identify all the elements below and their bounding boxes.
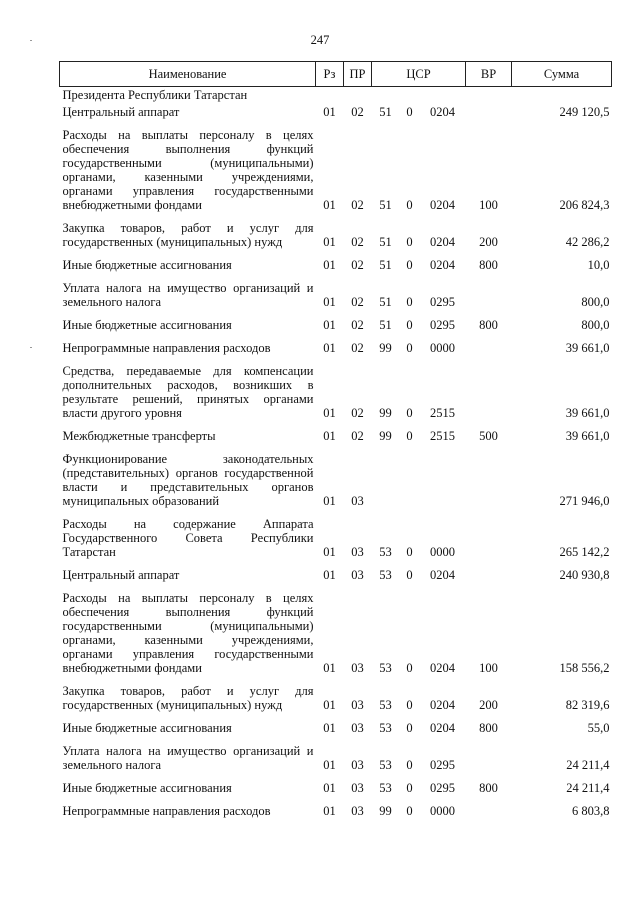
row-csr-subprogram: 0 — [406, 545, 413, 559]
page-number: 247 — [310, 33, 330, 47]
table-row — [60, 781, 612, 804]
row-pr: 02 — [351, 341, 364, 355]
table-row — [60, 744, 612, 781]
row-name: Центральный аппарат — [62, 568, 180, 582]
row-sum: 800,0 — [581, 295, 610, 309]
row-csr-subprogram: 0 — [406, 661, 413, 675]
row-csr-program: 53 — [379, 661, 392, 675]
header-csr: ЦСР — [372, 62, 466, 87]
row-vr — [466, 105, 512, 128]
row-sum: 42 286,2 — [565, 235, 610, 249]
row-vr — [466, 364, 512, 429]
row-name: Центральный аппарат — [62, 105, 180, 119]
row-csr-subprogram: 0 — [406, 758, 413, 772]
row-name: Закупка товаров, работ и услуг для государственных (муниципальных) нужд — [62, 221, 314, 249]
row-sum: 6 803,8 — [572, 804, 610, 818]
row-pr: 03 — [351, 568, 364, 582]
row-csr-direction: 2515 — [430, 429, 455, 443]
row-csr-subprogram: 0 — [406, 406, 413, 420]
row-csr-program: 53 — [379, 721, 392, 735]
row-sum: 82 319,6 — [565, 698, 610, 712]
row-vr — [466, 744, 512, 781]
row-csr-direction: 0295 — [430, 758, 455, 772]
row-rz: 01 — [323, 661, 336, 675]
row-vr: 200 — [479, 698, 498, 712]
table-row — [60, 364, 612, 429]
row-csr-subprogram: 0 — [406, 105, 413, 119]
row-sum: 39 661,0 — [565, 406, 610, 420]
row-csr-program: 99 — [379, 429, 392, 443]
row-vr: 800 — [479, 721, 498, 735]
row-vr: 800 — [479, 781, 498, 795]
row-vr — [466, 517, 512, 568]
row-pr: 03 — [351, 698, 364, 712]
row-vr: 200 — [479, 235, 498, 249]
scan-mark — [30, 347, 32, 348]
row-csr-direction: 0000 — [430, 545, 455, 559]
row-csr-subprogram: 0 — [406, 721, 413, 735]
row-csr-subprogram: 0 — [406, 341, 413, 355]
row-csr-program: 53 — [379, 781, 392, 795]
row-sum: 240 930,8 — [559, 568, 610, 582]
row-rz: 01 — [323, 698, 336, 712]
row-csr-direction — [420, 452, 466, 517]
row-csr-program: 51 — [379, 258, 392, 272]
row-rz: 01 — [323, 429, 336, 443]
row-csr-subprogram — [400, 87, 420, 106]
table-row — [60, 128, 612, 221]
row-name: Расходы на содержание Аппарата Государственного Совета Республики Татарстан — [62, 517, 314, 559]
row-name: Межбюджетные трансферты — [62, 429, 216, 443]
row-sum: 249 120,5 — [559, 105, 610, 119]
scan-mark — [30, 40, 32, 41]
row-csr-subprogram: 0 — [406, 781, 413, 795]
row-csr-direction: 0204 — [430, 721, 455, 735]
row-name: Иные бюджетные ассигнования — [62, 721, 232, 735]
row-csr-program: 99 — [379, 804, 392, 818]
row-csr-program: 51 — [379, 105, 392, 119]
table-row — [60, 258, 612, 281]
row-rz — [316, 87, 344, 106]
row-rz: 01 — [323, 545, 336, 559]
header-row — [60, 62, 612, 87]
row-sum — [512, 87, 612, 106]
table-row — [60, 721, 612, 744]
table-row — [60, 105, 612, 128]
row-pr: 02 — [351, 105, 364, 119]
row-rz: 01 — [323, 318, 336, 332]
table-row — [60, 281, 612, 318]
row-vr — [466, 87, 512, 106]
budget-table-container — [59, 61, 611, 827]
row-pr: 03 — [351, 721, 364, 735]
row-pr: 02 — [351, 406, 364, 420]
row-csr-direction: 0295 — [430, 781, 455, 795]
row-name: Расходы на выплаты персоналу в целях обеспечения выполнения функций государственными (муниципальными) органами, казенными учреждениями, органами управления государственными внебюджетными фондами — [62, 128, 314, 212]
header-rz: Рз — [316, 62, 344, 87]
row-csr-direction: 0204 — [430, 661, 455, 675]
row-sum: 265 142,2 — [559, 545, 610, 559]
row-rz: 01 — [323, 198, 336, 212]
row-pr: 03 — [351, 494, 364, 508]
row-csr-program: 53 — [379, 758, 392, 772]
row-pr: 03 — [351, 758, 364, 772]
table-row — [60, 568, 612, 591]
row-vr — [466, 341, 512, 364]
row-rz: 01 — [323, 295, 336, 309]
row-sum: 24 211,4 — [566, 758, 610, 772]
row-csr-program: 53 — [379, 568, 392, 582]
row-name: Закупка товаров, работ и услуг для государственных (муниципальных) нужд — [62, 684, 314, 712]
row-pr: 02 — [351, 235, 364, 249]
row-csr-direction: 0295 — [430, 295, 455, 309]
row-csr-subprogram: 0 — [406, 258, 413, 272]
row-sum: 39 661,0 — [565, 341, 610, 355]
row-rz: 01 — [323, 235, 336, 249]
table-row — [60, 221, 612, 258]
table-row — [60, 429, 612, 452]
row-csr-subprogram: 0 — [406, 568, 413, 582]
row-rz: 01 — [323, 568, 336, 582]
row-csr-program — [372, 87, 400, 106]
row-rz: 01 — [323, 781, 336, 795]
row-rz: 01 — [323, 494, 336, 508]
row-rz: 01 — [323, 341, 336, 355]
row-name: Уплата налога на имущество организаций и земельного налога — [62, 281, 314, 309]
header-name: Наименование — [60, 62, 316, 87]
table-row — [60, 318, 612, 341]
row-sum: 271 946,0 — [559, 494, 610, 508]
header-vr: ВР — [466, 62, 512, 87]
row-sum: 158 556,2 — [559, 661, 610, 675]
row-csr-subprogram: 0 — [406, 295, 413, 309]
row-pr: 03 — [351, 804, 364, 818]
row-sum: 55,0 — [587, 721, 610, 735]
row-vr: 800 — [479, 258, 498, 272]
row-csr-program: 53 — [379, 545, 392, 559]
row-csr-direction: 0204 — [430, 235, 455, 249]
table-body — [60, 87, 612, 828]
row-sum: 39 661,0 — [565, 429, 610, 443]
row-sum: 10,0 — [587, 258, 610, 272]
row-csr-program: 51 — [379, 235, 392, 249]
table-row — [60, 452, 612, 517]
row-pr: 02 — [351, 258, 364, 272]
row-vr: 100 — [479, 198, 498, 212]
row-csr-direction: 0204 — [430, 258, 455, 272]
row-csr-subprogram: 0 — [406, 198, 413, 212]
budget-table — [59, 61, 612, 827]
row-vr — [466, 568, 512, 591]
row-pr: 03 — [351, 545, 364, 559]
table-row — [60, 87, 612, 106]
row-rz: 01 — [323, 105, 336, 119]
table-row — [60, 804, 612, 827]
row-name: Расходы на выплаты персоналу в целях обеспечения выполнения функций государственными (муниципальными) органами, казенными учреждениями, органами управления государственными внебюджетными фондами — [62, 591, 314, 675]
row-csr-program: 51 — [379, 198, 392, 212]
row-vr: 500 — [479, 429, 498, 443]
row-csr-direction: 0204 — [430, 105, 455, 119]
row-vr — [466, 804, 512, 827]
row-name: Президента Республики Татарстан — [62, 88, 248, 102]
row-csr-direction: 0204 — [430, 198, 455, 212]
row-pr: 02 — [351, 429, 364, 443]
row-pr — [344, 87, 372, 106]
row-csr-direction: 0000 — [430, 341, 455, 355]
table-row — [60, 591, 612, 684]
row-csr-program — [372, 452, 400, 517]
row-name: Функционирование законодательных (представительных) органов государственной власти и представительных органов муниципальных образований — [62, 452, 314, 508]
row-vr: 100 — [479, 661, 498, 675]
row-name: Средства, передаваемые для компенсации дополнительных расходов, возникших в результате решений, принятых органами власти другого уровня — [62, 364, 314, 420]
row-csr-direction: 0204 — [430, 568, 455, 582]
row-rz: 01 — [323, 721, 336, 735]
row-pr: 02 — [351, 318, 364, 332]
row-name: Непрограммные направления расходов — [62, 341, 271, 355]
row-csr-direction — [420, 87, 466, 106]
row-pr: 02 — [351, 295, 364, 309]
row-name: Иные бюджетные ассигнования — [62, 781, 232, 795]
row-csr-program: 99 — [379, 341, 392, 355]
row-name: Уплата налога на имущество организаций и земельного налога — [62, 744, 314, 772]
header-sum: Сумма — [512, 62, 612, 87]
row-sum: 24 211,4 — [566, 781, 610, 795]
row-csr-direction: 0295 — [430, 318, 455, 332]
row-pr: 03 — [351, 661, 364, 675]
row-csr-subprogram: 0 — [406, 804, 413, 818]
row-csr-direction: 2515 — [430, 406, 455, 420]
row-csr-program: 51 — [379, 318, 392, 332]
row-rz: 01 — [323, 758, 336, 772]
row-csr-program: 51 — [379, 295, 392, 309]
table-header — [60, 62, 612, 87]
row-csr-program: 53 — [379, 698, 392, 712]
table-row — [60, 517, 612, 568]
row-sum: 206 824,3 — [559, 198, 610, 212]
row-sum: 800,0 — [581, 318, 610, 332]
row-vr: 800 — [479, 318, 498, 332]
table-row — [60, 684, 612, 721]
row-csr-program: 99 — [379, 406, 392, 420]
row-csr-subprogram: 0 — [406, 235, 413, 249]
row-vr — [466, 281, 512, 318]
row-csr-direction: 0000 — [430, 804, 455, 818]
row-name: Непрограммные направления расходов — [62, 804, 271, 818]
row-name: Иные бюджетные ассигнования — [62, 318, 232, 332]
row-vr — [466, 452, 512, 517]
row-csr-direction: 0204 — [430, 698, 455, 712]
row-csr-subprogram: 0 — [406, 318, 413, 332]
row-name: Иные бюджетные ассигнования — [62, 258, 232, 272]
row-pr: 02 — [351, 198, 364, 212]
row-rz: 01 — [323, 258, 336, 272]
row-rz: 01 — [323, 804, 336, 818]
row-csr-subprogram: 0 — [406, 429, 413, 443]
row-pr: 03 — [351, 781, 364, 795]
row-csr-subprogram — [400, 452, 420, 517]
header-pr: ПР — [344, 62, 372, 87]
row-csr-subprogram: 0 — [406, 698, 413, 712]
table-row — [60, 341, 612, 364]
row-rz: 01 — [323, 406, 336, 420]
